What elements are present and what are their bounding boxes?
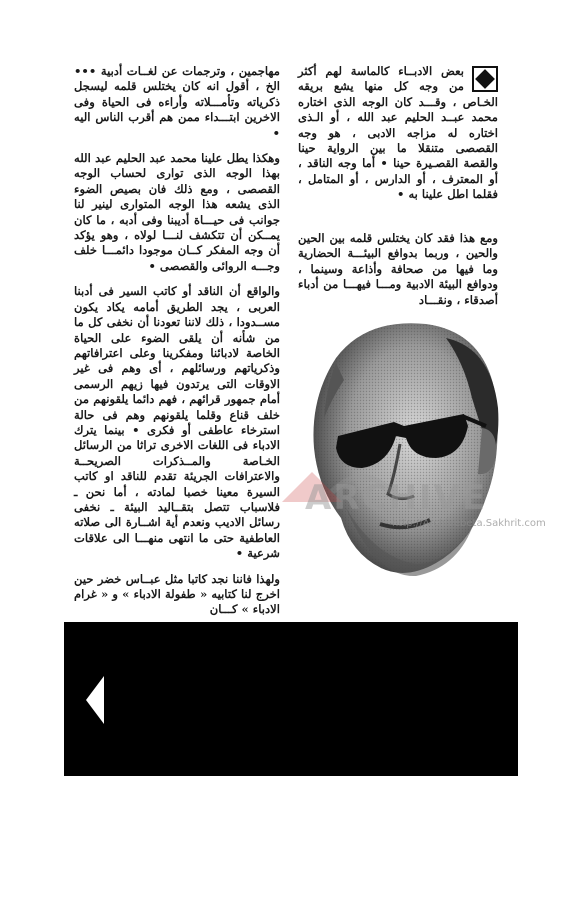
watermark-brand: ARCHIVE bbox=[305, 478, 488, 518]
column-right-top bbox=[298, 64, 498, 213]
paragraph-3: والواقع أن الناقد أو كاتب السير فى أدبنا العربى ، يجد الطريق أمامه يكاد يكون مســدودا ، ذلك لاننا تعودنا أن نخفى كل ما من شأنه أن يلقى الضوء على الحياة الخاصة لادبائنا ومفكرينا وعلى اعترافاتهم وذكرياتهم ورسائلهم ، أى وهم فى غير الاوقات التى يرتدون فيها زيهم الرسمى أمام جمهور قرائهم ، فهم دائما يلقونهم من خلف قناع وقلما يلقونهم وهم فى حالة استرخاء عاطفى أو فكرى • بينما يترك الادباء فى اللغات الاخرى تراثا من الرسائل الخـاصة والمــذكرات الصريحــة والاعترافات الجريئة تقدم للناقد او كاتب السيرة معينا خصبا لمادته ، أما نحن ـ فلاسباب تتصل بتقــاليد البيئة ـ نخفى رسائل الاديب ونعدم أية اشــارة الى صلاته العاطفية حتى ما انتهى منهـــا الى علاقات شرعية • bbox=[74, 284, 280, 561]
paragraph-intro: بعض الادبــاء كالماسة لهم أكثر من وجه كل منها يشع بريقه الخـاص ، وقـــد كان الوجه الذى اختاره محمد عبــد الحليم عبد الله ، أو الـذى اختاره له مزاجه الادبى ، هو وجه القصصى متنقلا ما بين الرواية حينا والقصة القصـيرة حينا • أما وجه الناقد ، أو المعترف ، أو الدارس ، أو المتامل ، فقلما اطل علينا به • bbox=[298, 64, 498, 202]
diamond-ornament-icon bbox=[472, 66, 498, 92]
paragraph-continued: ومع هذا فقد كان يختلس قلمه بين الحين والحين ، وربما بدوافع البيئـــة الحضارية وما فيها من صحافة وأذاعة وسينما ، ودوافع البيئة الادبية ومـــا فيهـــا من أدباء أصدقاء ، ونقـــاد bbox=[298, 231, 498, 307]
paragraph-4: ولهذا فاننا نجد كاتبا مثل عبــاس خضر حين اخرج لنا كتابيه « طفولة الادباء » و « غرام الادباء » كـــان bbox=[74, 571, 280, 617]
column-left bbox=[74, 64, 280, 628]
author-portrait-photo bbox=[296, 318, 506, 588]
paragraph-1: مهاجمين ، وترجمات عن لغــات أدبية ••• الخ ، أقول انه كان يختلس قلمه ليسجل ذكرياته وتأمـــلاته وأراءه فى الحياة وفى الاخرين ابتـــداء ممن هم أقرب الناس اليه • bbox=[74, 64, 280, 140]
arrow-left-icon[interactable] bbox=[86, 676, 104, 724]
column-right-bottom bbox=[298, 231, 498, 318]
black-footer-band bbox=[64, 622, 518, 776]
paragraph-2: وهكذا يطل علينا محمد عبد الحليم عبد الله بهذا الوجه الذى توارى لحساب الوجه القصصى ، ومع ذلك فان بصيص الضوء الذى يشعه هذا الوجه المتوارى لينير لنا جوانب فى حيـــاة أديبنا وفى أدبه ، ما كان يمــكن أن تتكشف لنـــا لولاه ، وهو يؤكد أن وجه المفكر كــان موجودا دائمـــا خلف وجـــه الروائى والقصصى • bbox=[74, 151, 280, 273]
watermark-url: http://Archivebeta.Sakhrit.com bbox=[392, 518, 546, 529]
